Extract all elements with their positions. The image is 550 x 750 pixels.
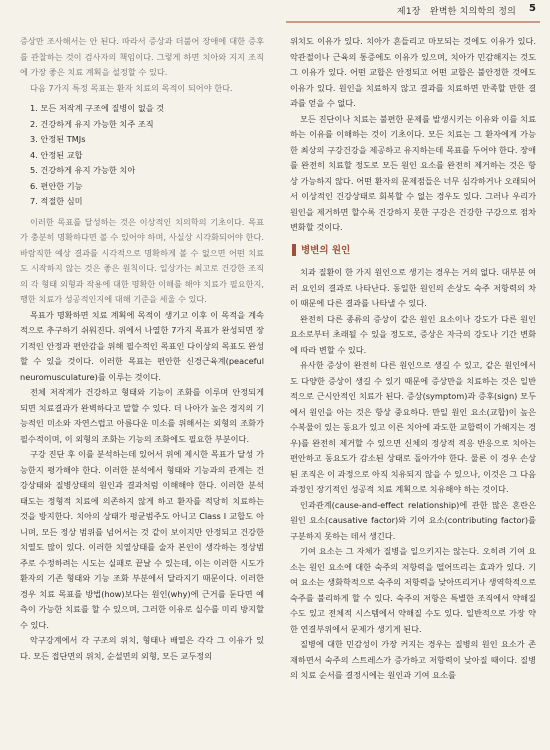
body-paragraph: 완전히 다른 종류의 증상이 같은 원인 요소이나 강도가 다른 원인 요소로부터 초래될 수 있을 정도로, 증상은 자극의 강도나 기간 변화에 따라 변할 수 있다. [290,313,536,355]
section-heading [290,242,536,260]
chapter-label: 제1장 [396,7,421,17]
goal-item: 1. 모든 저작계 구조에 질병이 없을 것 [30,103,165,113]
goal-item: 5. 건강하게 유지 가능한 치아 [30,165,136,175]
body-paragraph: 구강 진단 후 이를 분석하는데 있어서 위에 제시한 목표가 달성 가능한지 평가해야 한다. 이러한 분석에서 형태와 기능과의 관계는 건강상태와 질병상태의 원인과 결과처럼 이해해야 한다. 이러한 분석 태도는 정형적 치료에 의존하지 않게 하고 환자를 적당히 치료하는 것을 방지한다. 치아의 상태가 평균범주도 아니고 Class I 교합도 아니며, 모든 정상 범위를 넘어서는 것 같이 보이지만 안정되고 건강한 치열도 많이 있다. 이러한 치열상태를 술자 본인이 생각하는 정상범주로 수정하려는 시도는 실패로 끝날 수 있는데, 이는 이러한 시도가 환자의 기존 형태와 기능 조화 부분에서 달라지기 때문이다. 이러한 경우 치료 목표를 방법(how)보다는 원인(why)에 근거를 둔다면 예측이 가능한 치료를 할 수 있으며, 그러한 이유로 실수를 미리 방지할 수 있다. [20,449,264,630]
goals-list [20,101,264,210]
left-column [20,34,264,664]
goal-item: 7. 적절한 심미 [30,196,83,206]
body-paragraph: 질병에 대한 민감성이 가장 커지는 경우는 질병의 원인 요소가 존재하면서 숙주의 스트레스가 증가하고 저항력이 낮아질 때이다. 질병의 치료 순서를 결정시에는 원인과 기여 요소를 [290,639,536,680]
body-paragraph: 기여 요소는 그 자체가 질병을 일으키지는 않는다. 오히려 기여 요소는 원인 요소에 대한 숙주의 저항력을 떨어뜨리는 효과가 있다. 기여 요소는 생화학적으로 숙주의 저항력을 낮아뜨리거나 생역학적으로 숙주를 불리하게 할 수 있다. 숙주의 저항은 특별한 조직에서 약해질 수도 있고 전체적 시스템에서 약해질 수도 있다. 일반적으로 가장 약한 연결부위에서 문제가 생기게 된다. [290,546,536,634]
section-heading-text: 병변의 원인 [301,244,351,256]
goal-item: 2. 건강하게 유지 가능한 치주 조직 [30,118,154,129]
running-header [397,4,516,17]
body-paragraph: 목표가 명확하면 치료 계획에 목적이 생기고 이후 이 목적을 계속적으로 추구하기 쉬워진다. 위에서 나열한 7가지 목표가 완성되면 장기적인 안정과 편안감을 위해 필수적인 목표인 다이상의 목표도 완성할 수 있을 것이다. 이러한 목표는 편안한 신경근육계(peaceful neuromusculature)를 이루는 것이다. [20,309,264,382]
right-column [290,34,536,684]
section-marker [292,244,296,256]
body-paragraph: 위치도 이유가 있다. 치아가 흔들리고 마모되는 것에도 이유가 있다. 악관절이나 근육의 통증에도 이유가 있으며, 치아가 민감해지는 것도 그 이유가 있다. 어떤 교합은 안정되고 어떤 교합은 불안정한 것에도 이유가 있다. 원인을 치료하지 않고 결과를 치료하면 만족할 만한 결과를 얻을 수 없다. [290,36,536,108]
goal-item: 4. 안정된 교합 [30,149,83,160]
goal-item: 3. 안정된 TMJs [30,134,86,144]
body-paragraph: 악구강계에서 각 구조의 위치, 형태나 배열은 각각 그 이유가 있다. 모든 접단면의 위치, 순설면의 외형, 모든 교두정의 [20,635,264,661]
header-rule [286,21,540,23]
body-paragraph: 유사한 증상이 완전히 다른 원인으로 생길 수 있고, 같은 원인에서도 다양한 증상이 생길 수 있기 때문에 증상만을 치료하는 것은 일반적으로 근시안적인 치료가 된다. 증상(symptom)과 증후(sign) 모두에서 원인을 아는 것은 항상 중요하다. 만일 원인 요소(교합)이 높은 수복물이 있는 동요가 있고 이른 치아에 과도한 교합력이 가해지는 경우)를 완전히 제거할 수 있으면 신체의 정상적 적응 반응으로 치아는 편안하고 동요도가 감소된 상태로 돌아가야 한다. 물론 이 경우 손상된 조직은 이 과정으로 아직 치유되지 않을 수 있으나, 이것은 그 다음과정인 장기적인 성공적 치료 계획으로 치유해야 하는 것이다. [290,360,536,494]
chapter-title: 완벽한 치의학의 정의 [429,7,516,17]
body-paragraph: 이러한 목표를 달성하는 것은 이상적인 치의학의 기초이다. 목표가 충분히 명확하다면 볼 수 있어야 하며, 사실상 시각화되어야 한다. 바람직한 예상 결과를 시각적으로 명확하게 볼 수 없으면 어떤 치료도 시작하지 않는 것은 좋은 원칙이다. 일상가는 최고로 건강한 조직의 각 형태 외형과 작용에 대한 명확한 이해를 해야 치료가 필요한지, 행한 치료가 성공적인지에 대해 기준을 세울 수 있다. [20,216,264,304]
body-paragraph: 전체 저작계가 건강하고 형태와 기능이 조화를 이루며 안정되게 되면 치료결과가 완벽하다고 말할 수 있다. 더 나아가 높은 경지의 기능적인 미소와 자연스럽고 아름다운 미소를 위해서는 외형의 조화가 필수적이며, 이 외형의 조화는 기능의 조화에도 필요한 부분이다. [20,387,264,444]
body-paragraph: 모든 진단이나 치료는 불편한 문제를 발생시키는 이유와 이를 치료하는 이유를 이해하는 것이 기초이다. 모든 치료는 그 환자에게 가능한 최상의 구강건강을 제공하고 유지하는데 목표를 두어야 한다. 장애를 완전히 치료할 정도로 모든 원인 요소를 완전히 제거하는 것은 항상 가능하지 않다. 어떤 환자의 문제점들은 너무 심각하거나 오래되어서 이상적인 건강상태로 회복할 수 없는 경우도 있다. 그러나 우리가 원인을 제거하면 할수록 건강하지 못한 구강은 건강한 구강으로 점차 변화할 것이다. [290,113,536,232]
body-paragraph: 인과관계(cause-and-effect relationship)에 관한 많은 혼란은 원인 요소(causative factor)와 기여 요소(contributing factor)를 구분하지 못하는 데서 생긴다. [290,499,536,541]
page-header [0,0,550,22]
body-paragraph: 치과 질환이 한 가지 원인으로 생기는 경우는 거의 없다. 대부분 여러 요인의 결과로 나타난다. 동일한 원인의 손상도 숙주 저항력의 차이 때문에 다른 결과를 나타낼 수 있다. [290,267,536,308]
page-number: 5 [529,3,536,14]
goals-intro: 다음 7가지 특정 목표는 환자 치료의 목적이 되어야 한다. [30,82,233,93]
left-intro-paragraph: 증상만 조사해서는 안 된다. 따라서 증상과 더불어 장애에 대한 증후를 관찰하는 것이 검사자의 책임이다. 그렇게 하면 치아와 지지 조직에 가장 좋은 치료 계획을 설정할 수 있다. [20,36,264,77]
goal-item: 6. 편안한 기능 [30,180,83,191]
